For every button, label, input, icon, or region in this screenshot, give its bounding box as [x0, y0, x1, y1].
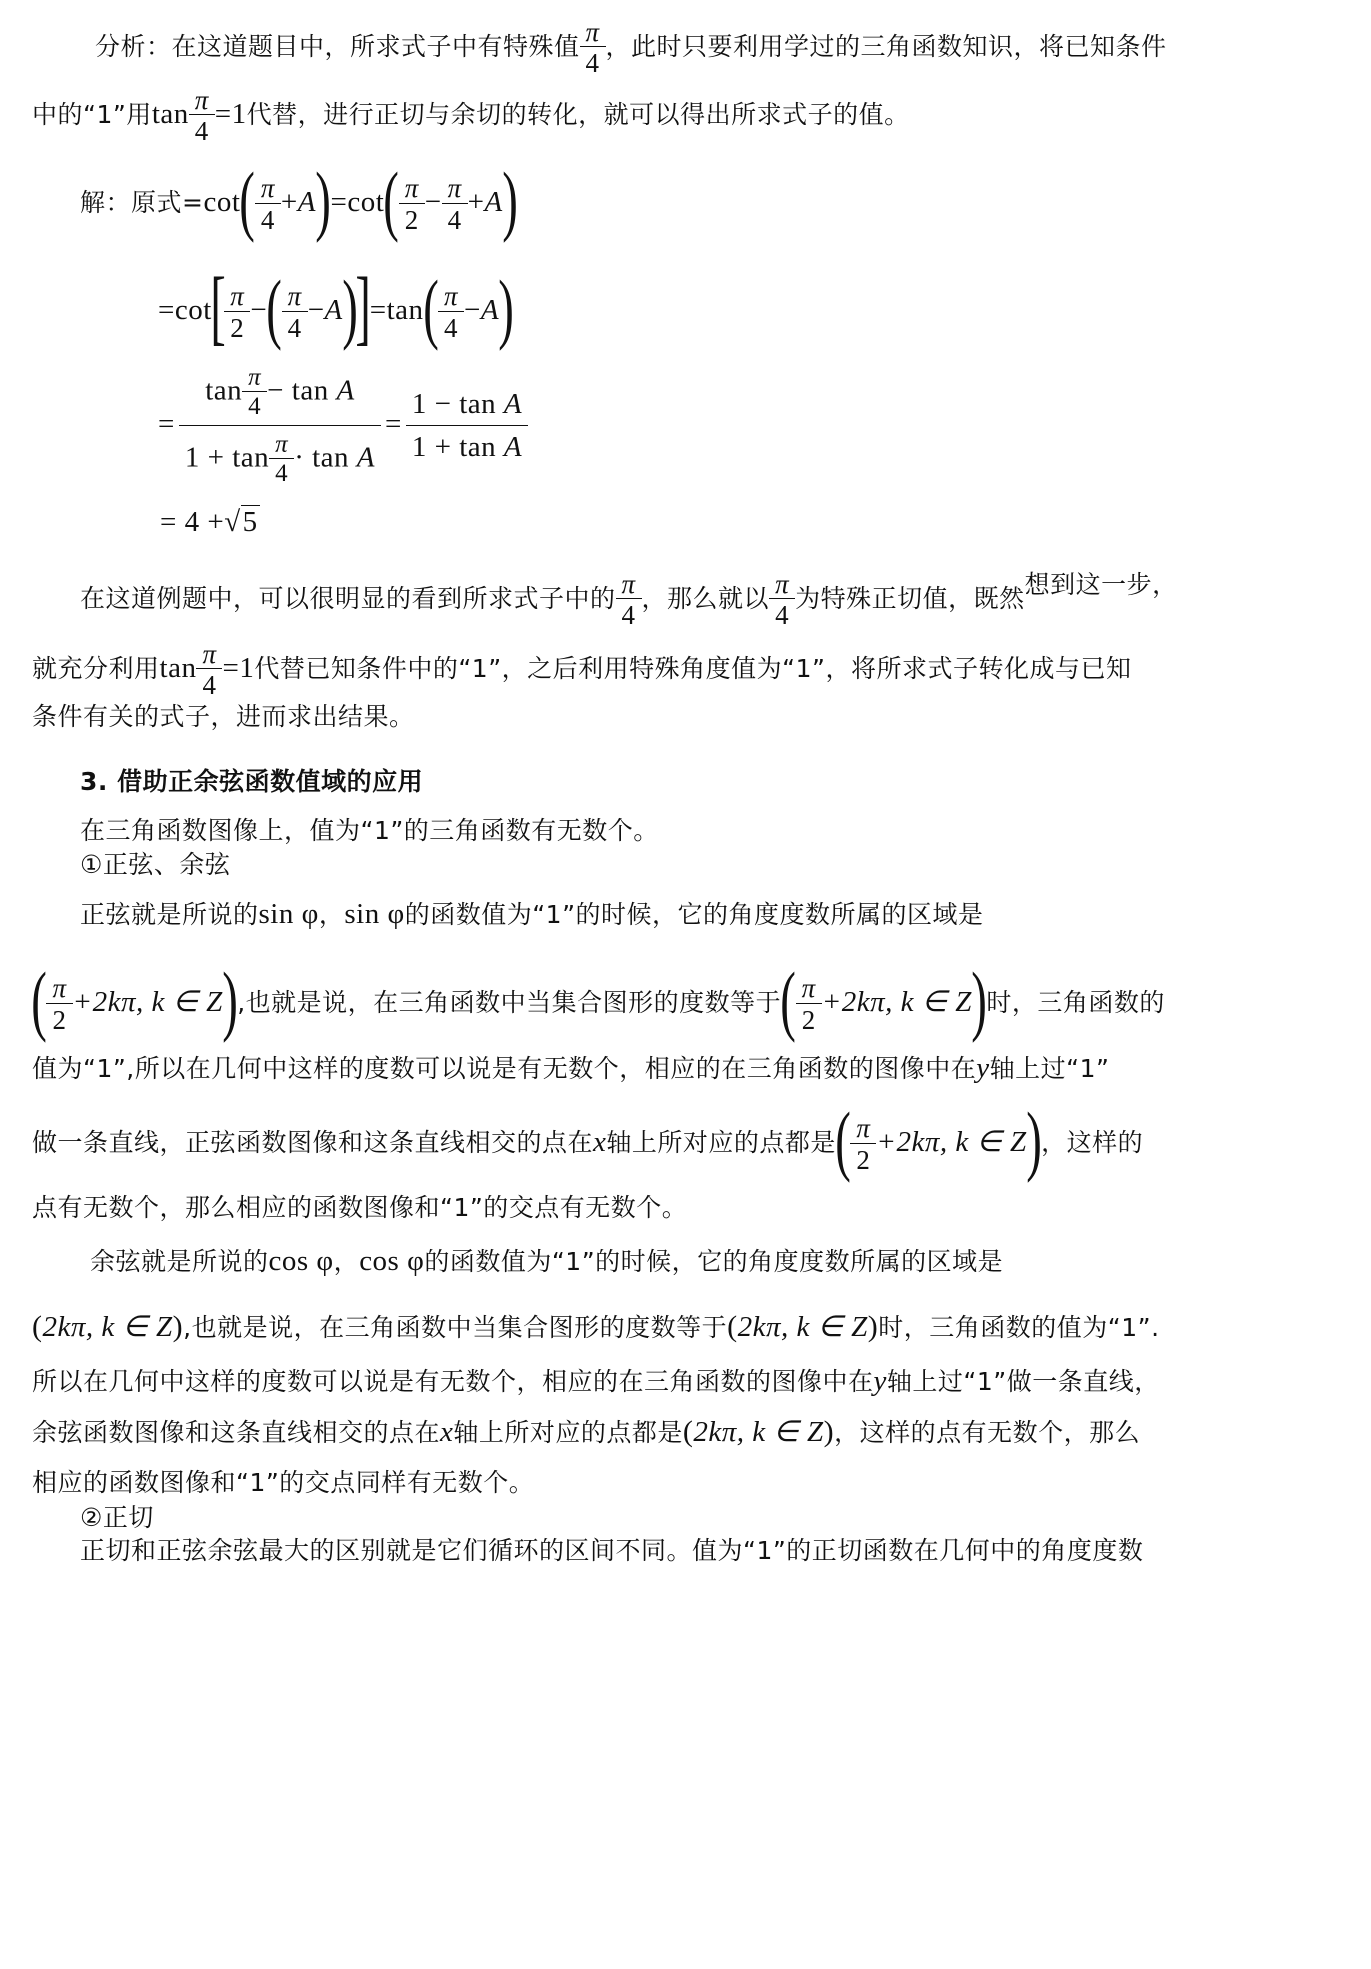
solution-line-3: = tan $\frac{\pi}{4}$ − tan A 1 + tan $\frac{\pi}{4}$ · tan A = $\frac{\text{1 − tan A}}{\text{1 + tan A}}$: [158, 365, 532, 487]
fraction-pi-over-4: $\frac{\pi}{4}$: [583, 18, 603, 78]
cosine-line-3: 所以在几何中这样的度数可以说是有无数个，相应的在三角函数的图像中在y轴上过“1”做一条直线，: [32, 1365, 1160, 1397]
cosine-line-5: 相应的函数图像和“1”的交点同样有无数个。: [32, 1468, 535, 1497]
sine-line-3: 值为“1”,所以在几何中这样的度数可以说是有无数个，相应的在三角函数的图像中在y轴上过“1”: [32, 1052, 1110, 1084]
cosine-line-2: (2kπ, k ∈ Z),也就是说，在三角函数中当集合图形的度数等于(2kπ, k ∈ Z)时，三角函数的值为“1”.: [32, 1310, 1160, 1343]
fraction-pi-over-4: $\frac{\pi}{4}$: [192, 86, 212, 146]
example-line-1: 在这道例题中，可以很明显的看到所求式子中的 $\frac{\pi}{4}$ ，那么就以 $\frac{\pi}{4}$ 为特殊正切值，既然想到这一步，: [80, 569, 1178, 631]
cosine-line-4: 余弦函数图像和这条直线相交的点在x轴上所对应的点都是(2kπ, k ∈ Z)，这样的点有无数个，那么: [32, 1415, 1141, 1448]
cosine-line-1: 余弦就是所说的cos φ，cos φ的函数值为“1”的时候，它的角度度数所属的区域是: [90, 1245, 1004, 1277]
section-intro: 在三角函数图像上，值为“1”的三角函数有无数个。: [80, 816, 659, 845]
sine-line-4: 做一条直线，正弦函数图像和这条直线相交的点在x轴上所对应的点都是( $\frac{\pi}{2}$ +2kπ, k ∈ Z)，这样的: [32, 1096, 1144, 1183]
sine-line-2: ( $\frac{\pi}{2}$ +2kπ, k ∈ Z),也就是说，在三角函数中当集合图形的度数等于( $\frac{\pi}{2}$ +2kπ, k ∈ Z)时，三角函数的: [31, 956, 1165, 1043]
section-heading: 3. 借助正余弦函数值域的应用: [80, 767, 424, 796]
analysis-line-1: [95, 18, 1167, 78]
solution-label: 解：原式=: [80, 188, 204, 217]
analysis-text: 中的“1”用: [32, 99, 152, 129]
list-item-sine-cosine: ①正弦、余弦: [80, 850, 231, 879]
analysis-line-2: 中的“1”用tan $\frac{\pi}{4}$ =1代替，进行正切与余切的转化，就可以得出所求式子的值。: [32, 85, 910, 147]
list-item-tangent: ②正切: [80, 1503, 154, 1532]
solution-line-1: 解：原式=cot( $\frac{\pi}{4}$ +A)=cot( $\frac{\pi}{2}$ − $\frac{\pi}{4}$ +A): [80, 156, 518, 243]
example-line-3: 条件有关的式子，进而求出结果。: [32, 702, 415, 731]
sine-line-1: 正弦就是所说的sin φ，sin φ的函数值为“1”的时候，它的角度度数所属的区域是: [80, 898, 984, 930]
example-line-2: 就充分利用tan $\frac{\pi}{4}$ =1代替已知条件中的“1”，之后利用特殊角度值为“1”，将所求式子转化成与已知: [32, 639, 1132, 701]
analysis-text: 分析：在这道题目中，所求式子中有特殊值: [95, 31, 580, 61]
sine-line-5: 点有无数个，那么相应的函数图像和“1”的交点有无数个。: [32, 1193, 688, 1222]
solution-line-2: =cot[ $\frac{\pi}{2}$ −( $\frac{\pi}{4}$ −A)]=tan( $\frac{\pi}{4}$ −A): [158, 261, 515, 354]
analysis-text: ，此时只要利用学过的三角函数知识，将已知条件: [605, 31, 1167, 61]
analysis-text: 代替，进行正切与余切的转化，就可以得出所求式子的值。: [246, 99, 910, 129]
tangent-line-1: 正切和正弦余弦最大的区别就是它们循环的区间不同。值为“1”的正切函数在几何中的角度度数: [80, 1536, 1144, 1565]
solution-line-4: = 4 +√5: [160, 506, 258, 538]
